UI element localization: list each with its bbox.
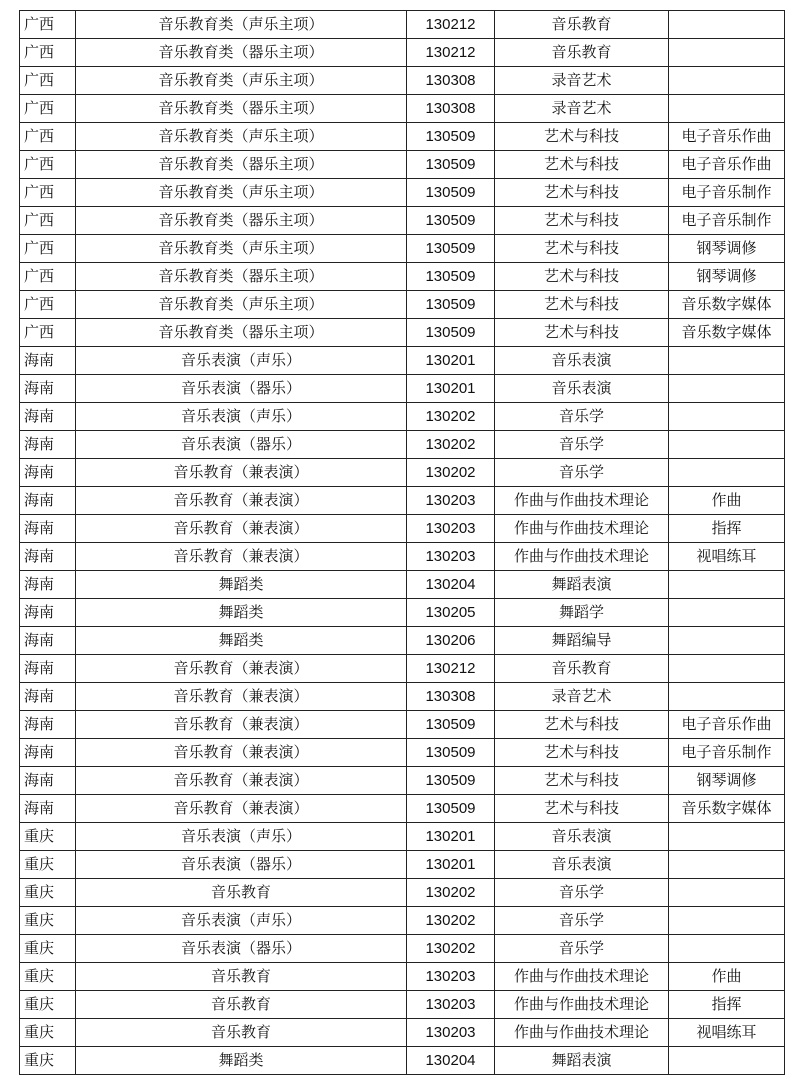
table-row [20, 515, 785, 543]
province-cell: 广西 [20, 151, 76, 179]
major-name-cell: 艺术与科技 [495, 711, 669, 739]
exam-category-cell: 音乐表演（声乐） [76, 907, 407, 935]
exam-category-cell: 音乐表演（器乐） [76, 935, 407, 963]
major-code-cell: 130205 [407, 599, 495, 627]
major-name-cell: 舞蹈表演 [495, 571, 669, 599]
direction-cell: 视唱练耳 [669, 543, 785, 571]
exam-category-cell: 舞蹈类 [76, 1047, 407, 1075]
exam-category-cell: 音乐教育（兼表演） [76, 767, 407, 795]
province-cell: 海南 [20, 487, 76, 515]
table-row [20, 571, 785, 599]
major-code-cell: 130308 [407, 95, 495, 123]
province-cell: 广西 [20, 235, 76, 263]
major-name-cell: 作曲与作曲技术理论 [495, 543, 669, 571]
exam-category-cell: 音乐教育类（声乐主项） [76, 179, 407, 207]
table-row [20, 963, 785, 991]
province-cell: 海南 [20, 347, 76, 375]
direction-cell [669, 907, 785, 935]
exam-category-cell: 音乐表演（器乐） [76, 431, 407, 459]
major-code-cell: 130203 [407, 963, 495, 991]
direction-cell [669, 683, 785, 711]
major-code-cell: 130212 [407, 655, 495, 683]
major-code-cell: 130509 [407, 767, 495, 795]
table-row [20, 767, 785, 795]
direction-cell: 指挥 [669, 991, 785, 1019]
major-code-cell: 130202 [407, 431, 495, 459]
major-name-cell: 音乐学 [495, 459, 669, 487]
province-cell: 海南 [20, 795, 76, 823]
table-row [20, 683, 785, 711]
exam-category-cell: 音乐教育类（声乐主项） [76, 291, 407, 319]
direction-cell: 钢琴调修 [669, 235, 785, 263]
exam-category-cell: 音乐表演（声乐） [76, 403, 407, 431]
exam-category-cell: 音乐教育（兼表演） [76, 515, 407, 543]
major-code-cell: 130203 [407, 543, 495, 571]
major-name-cell: 艺术与科技 [495, 151, 669, 179]
major-list-table [19, 10, 785, 1075]
exam-category-cell: 音乐教育类（器乐主项） [76, 39, 407, 67]
province-cell: 广西 [20, 67, 76, 95]
major-name-cell: 舞蹈编导 [495, 627, 669, 655]
direction-cell: 视唱练耳 [669, 1019, 785, 1047]
direction-cell: 电子音乐作曲 [669, 151, 785, 179]
major-code-cell: 130202 [407, 907, 495, 935]
major-name-cell: 艺术与科技 [495, 319, 669, 347]
table-row [20, 319, 785, 347]
direction-cell [669, 851, 785, 879]
direction-cell [669, 39, 785, 67]
province-cell: 重庆 [20, 823, 76, 851]
major-name-cell: 艺术与科技 [495, 739, 669, 767]
province-cell: 重庆 [20, 991, 76, 1019]
table-row [20, 991, 785, 1019]
exam-category-cell: 音乐教育类（声乐主项） [76, 67, 407, 95]
direction-cell [669, 823, 785, 851]
direction-cell: 钢琴调修 [669, 263, 785, 291]
exam-category-cell: 音乐教育类（声乐主项） [76, 123, 407, 151]
major-code-cell: 130202 [407, 403, 495, 431]
province-cell: 重庆 [20, 879, 76, 907]
table-row [20, 235, 785, 263]
table-row [20, 11, 785, 39]
exam-category-cell: 音乐表演（器乐） [76, 851, 407, 879]
table-row [20, 347, 785, 375]
province-cell: 重庆 [20, 935, 76, 963]
major-code-cell: 130212 [407, 11, 495, 39]
direction-cell [669, 627, 785, 655]
table-row [20, 207, 785, 235]
direction-cell: 电子音乐制作 [669, 207, 785, 235]
major-code-cell: 130308 [407, 683, 495, 711]
major-name-cell: 音乐教育 [495, 39, 669, 67]
major-code-cell: 130203 [407, 515, 495, 543]
major-code-cell: 130509 [407, 123, 495, 151]
exam-category-cell: 音乐教育 [76, 879, 407, 907]
major-name-cell: 音乐学 [495, 907, 669, 935]
major-name-cell: 作曲与作曲技术理论 [495, 963, 669, 991]
direction-cell: 电子音乐作曲 [669, 123, 785, 151]
direction-cell [669, 459, 785, 487]
major-name-cell: 舞蹈学 [495, 599, 669, 627]
exam-category-cell: 音乐教育（兼表演） [76, 459, 407, 487]
major-code-cell: 130509 [407, 151, 495, 179]
province-cell: 海南 [20, 739, 76, 767]
province-cell: 重庆 [20, 851, 76, 879]
major-code-cell: 130206 [407, 627, 495, 655]
exam-category-cell: 音乐教育 [76, 963, 407, 991]
major-code-cell: 130204 [407, 571, 495, 599]
exam-category-cell: 音乐教育类（器乐主项） [76, 263, 407, 291]
exam-category-cell: 音乐教育（兼表演） [76, 711, 407, 739]
exam-category-cell: 音乐教育（兼表演） [76, 487, 407, 515]
direction-cell: 音乐数字媒体 [669, 795, 785, 823]
direction-cell: 指挥 [669, 515, 785, 543]
direction-cell [669, 571, 785, 599]
table-row [20, 179, 785, 207]
major-code-cell: 130509 [407, 739, 495, 767]
table-row [20, 67, 785, 95]
major-code-cell: 130509 [407, 319, 495, 347]
major-code-cell: 130509 [407, 291, 495, 319]
major-name-cell: 艺术与科技 [495, 207, 669, 235]
major-name-cell: 艺术与科技 [495, 767, 669, 795]
direction-cell [669, 375, 785, 403]
table-row [20, 823, 785, 851]
major-name-cell: 音乐学 [495, 879, 669, 907]
major-name-cell: 艺术与科技 [495, 263, 669, 291]
major-code-cell: 130203 [407, 991, 495, 1019]
table-row [20, 739, 785, 767]
table-row [20, 935, 785, 963]
exam-category-cell: 音乐表演（声乐） [76, 823, 407, 851]
direction-cell: 音乐数字媒体 [669, 291, 785, 319]
major-name-cell: 艺术与科技 [495, 291, 669, 319]
major-name-cell: 音乐表演 [495, 347, 669, 375]
province-cell: 海南 [20, 515, 76, 543]
major-name-cell: 作曲与作曲技术理论 [495, 991, 669, 1019]
province-cell: 海南 [20, 655, 76, 683]
exam-category-cell: 音乐教育类（器乐主项） [76, 319, 407, 347]
major-code-cell: 130204 [407, 1047, 495, 1075]
table-row [20, 627, 785, 655]
province-cell: 海南 [20, 571, 76, 599]
major-name-cell: 音乐学 [495, 403, 669, 431]
document-table-container [19, 10, 785, 1075]
province-cell: 海南 [20, 599, 76, 627]
exam-category-cell: 音乐教育类（器乐主项） [76, 151, 407, 179]
direction-cell: 作曲 [669, 963, 785, 991]
exam-category-cell: 舞蹈类 [76, 599, 407, 627]
table-row [20, 655, 785, 683]
table-row [20, 95, 785, 123]
province-cell: 广西 [20, 207, 76, 235]
table-row [20, 1047, 785, 1075]
major-name-cell: 作曲与作曲技术理论 [495, 1019, 669, 1047]
province-cell: 海南 [20, 767, 76, 795]
major-name-cell: 录音艺术 [495, 67, 669, 95]
major-code-cell: 130509 [407, 795, 495, 823]
major-name-cell: 录音艺术 [495, 683, 669, 711]
exam-category-cell: 音乐教育（兼表演） [76, 795, 407, 823]
province-cell: 海南 [20, 627, 76, 655]
exam-category-cell: 音乐教育类（器乐主项） [76, 95, 407, 123]
direction-cell [669, 11, 785, 39]
province-cell: 广西 [20, 319, 76, 347]
province-cell: 广西 [20, 179, 76, 207]
major-code-cell: 130201 [407, 823, 495, 851]
direction-cell [669, 1047, 785, 1075]
direction-cell [669, 599, 785, 627]
direction-cell [669, 655, 785, 683]
table-row [20, 487, 785, 515]
direction-cell: 电子音乐作曲 [669, 711, 785, 739]
major-name-cell: 音乐学 [495, 935, 669, 963]
table-row [20, 711, 785, 739]
direction-cell [669, 879, 785, 907]
direction-cell [669, 403, 785, 431]
province-cell: 海南 [20, 683, 76, 711]
direction-cell [669, 347, 785, 375]
province-cell: 广西 [20, 291, 76, 319]
major-name-cell: 音乐教育 [495, 655, 669, 683]
exam-category-cell: 舞蹈类 [76, 571, 407, 599]
direction-cell: 电子音乐制作 [669, 179, 785, 207]
province-cell: 海南 [20, 375, 76, 403]
direction-cell [669, 431, 785, 459]
major-name-cell: 录音艺术 [495, 95, 669, 123]
table-row [20, 375, 785, 403]
exam-category-cell: 音乐教育类（声乐主项） [76, 11, 407, 39]
table-row [20, 879, 785, 907]
table-row [20, 39, 785, 67]
major-name-cell: 音乐学 [495, 431, 669, 459]
major-name-cell: 艺术与科技 [495, 123, 669, 151]
table-row [20, 543, 785, 571]
direction-cell: 作曲 [669, 487, 785, 515]
exam-category-cell: 舞蹈类 [76, 627, 407, 655]
major-name-cell: 艺术与科技 [495, 795, 669, 823]
major-code-cell: 130509 [407, 179, 495, 207]
major-code-cell: 130509 [407, 263, 495, 291]
major-code-cell: 130202 [407, 935, 495, 963]
direction-cell [669, 935, 785, 963]
major-code-cell: 130212 [407, 39, 495, 67]
major-name-cell: 音乐表演 [495, 823, 669, 851]
direction-cell: 电子音乐制作 [669, 739, 785, 767]
exam-category-cell: 音乐教育类（器乐主项） [76, 207, 407, 235]
table-row [20, 123, 785, 151]
major-code-cell: 130509 [407, 207, 495, 235]
province-cell: 重庆 [20, 1047, 76, 1075]
table-row [20, 291, 785, 319]
direction-cell: 钢琴调修 [669, 767, 785, 795]
exam-category-cell: 音乐教育 [76, 1019, 407, 1047]
exam-category-cell: 音乐教育（兼表演） [76, 683, 407, 711]
major-code-cell: 130202 [407, 879, 495, 907]
exam-category-cell: 音乐表演（器乐） [76, 375, 407, 403]
province-cell: 重庆 [20, 1019, 76, 1047]
province-cell: 海南 [20, 431, 76, 459]
table-row [20, 599, 785, 627]
province-cell: 重庆 [20, 907, 76, 935]
province-cell: 海南 [20, 711, 76, 739]
exam-category-cell: 音乐教育（兼表演） [76, 543, 407, 571]
major-code-cell: 130203 [407, 487, 495, 515]
major-name-cell: 舞蹈表演 [495, 1047, 669, 1075]
table-body [20, 11, 785, 1075]
major-name-cell: 艺术与科技 [495, 179, 669, 207]
exam-category-cell: 音乐教育类（声乐主项） [76, 235, 407, 263]
province-cell: 广西 [20, 263, 76, 291]
major-code-cell: 130308 [407, 67, 495, 95]
province-cell: 重庆 [20, 963, 76, 991]
major-code-cell: 130202 [407, 459, 495, 487]
exam-category-cell: 音乐教育 [76, 991, 407, 1019]
major-name-cell: 音乐表演 [495, 375, 669, 403]
major-name-cell: 音乐教育 [495, 11, 669, 39]
table-row [20, 1019, 785, 1047]
major-code-cell: 130201 [407, 347, 495, 375]
table-row [20, 795, 785, 823]
major-name-cell: 作曲与作曲技术理论 [495, 487, 669, 515]
exam-category-cell: 音乐教育（兼表演） [76, 739, 407, 767]
province-cell: 广西 [20, 11, 76, 39]
table-row [20, 459, 785, 487]
table-row [20, 907, 785, 935]
table-row [20, 151, 785, 179]
table-row [20, 851, 785, 879]
table-row [20, 403, 785, 431]
province-cell: 海南 [20, 459, 76, 487]
table-row [20, 431, 785, 459]
province-cell: 海南 [20, 543, 76, 571]
exam-category-cell: 音乐教育（兼表演） [76, 655, 407, 683]
province-cell: 广西 [20, 123, 76, 151]
major-code-cell: 130509 [407, 711, 495, 739]
major-code-cell: 130201 [407, 375, 495, 403]
table-row [20, 263, 785, 291]
province-cell: 海南 [20, 403, 76, 431]
major-name-cell: 音乐表演 [495, 851, 669, 879]
major-code-cell: 130509 [407, 235, 495, 263]
major-name-cell: 作曲与作曲技术理论 [495, 515, 669, 543]
direction-cell [669, 67, 785, 95]
major-name-cell: 艺术与科技 [495, 235, 669, 263]
province-cell: 广西 [20, 95, 76, 123]
exam-category-cell: 音乐表演（声乐） [76, 347, 407, 375]
major-code-cell: 130201 [407, 851, 495, 879]
direction-cell: 音乐数字媒体 [669, 319, 785, 347]
major-code-cell: 130203 [407, 1019, 495, 1047]
province-cell: 广西 [20, 39, 76, 67]
direction-cell [669, 95, 785, 123]
